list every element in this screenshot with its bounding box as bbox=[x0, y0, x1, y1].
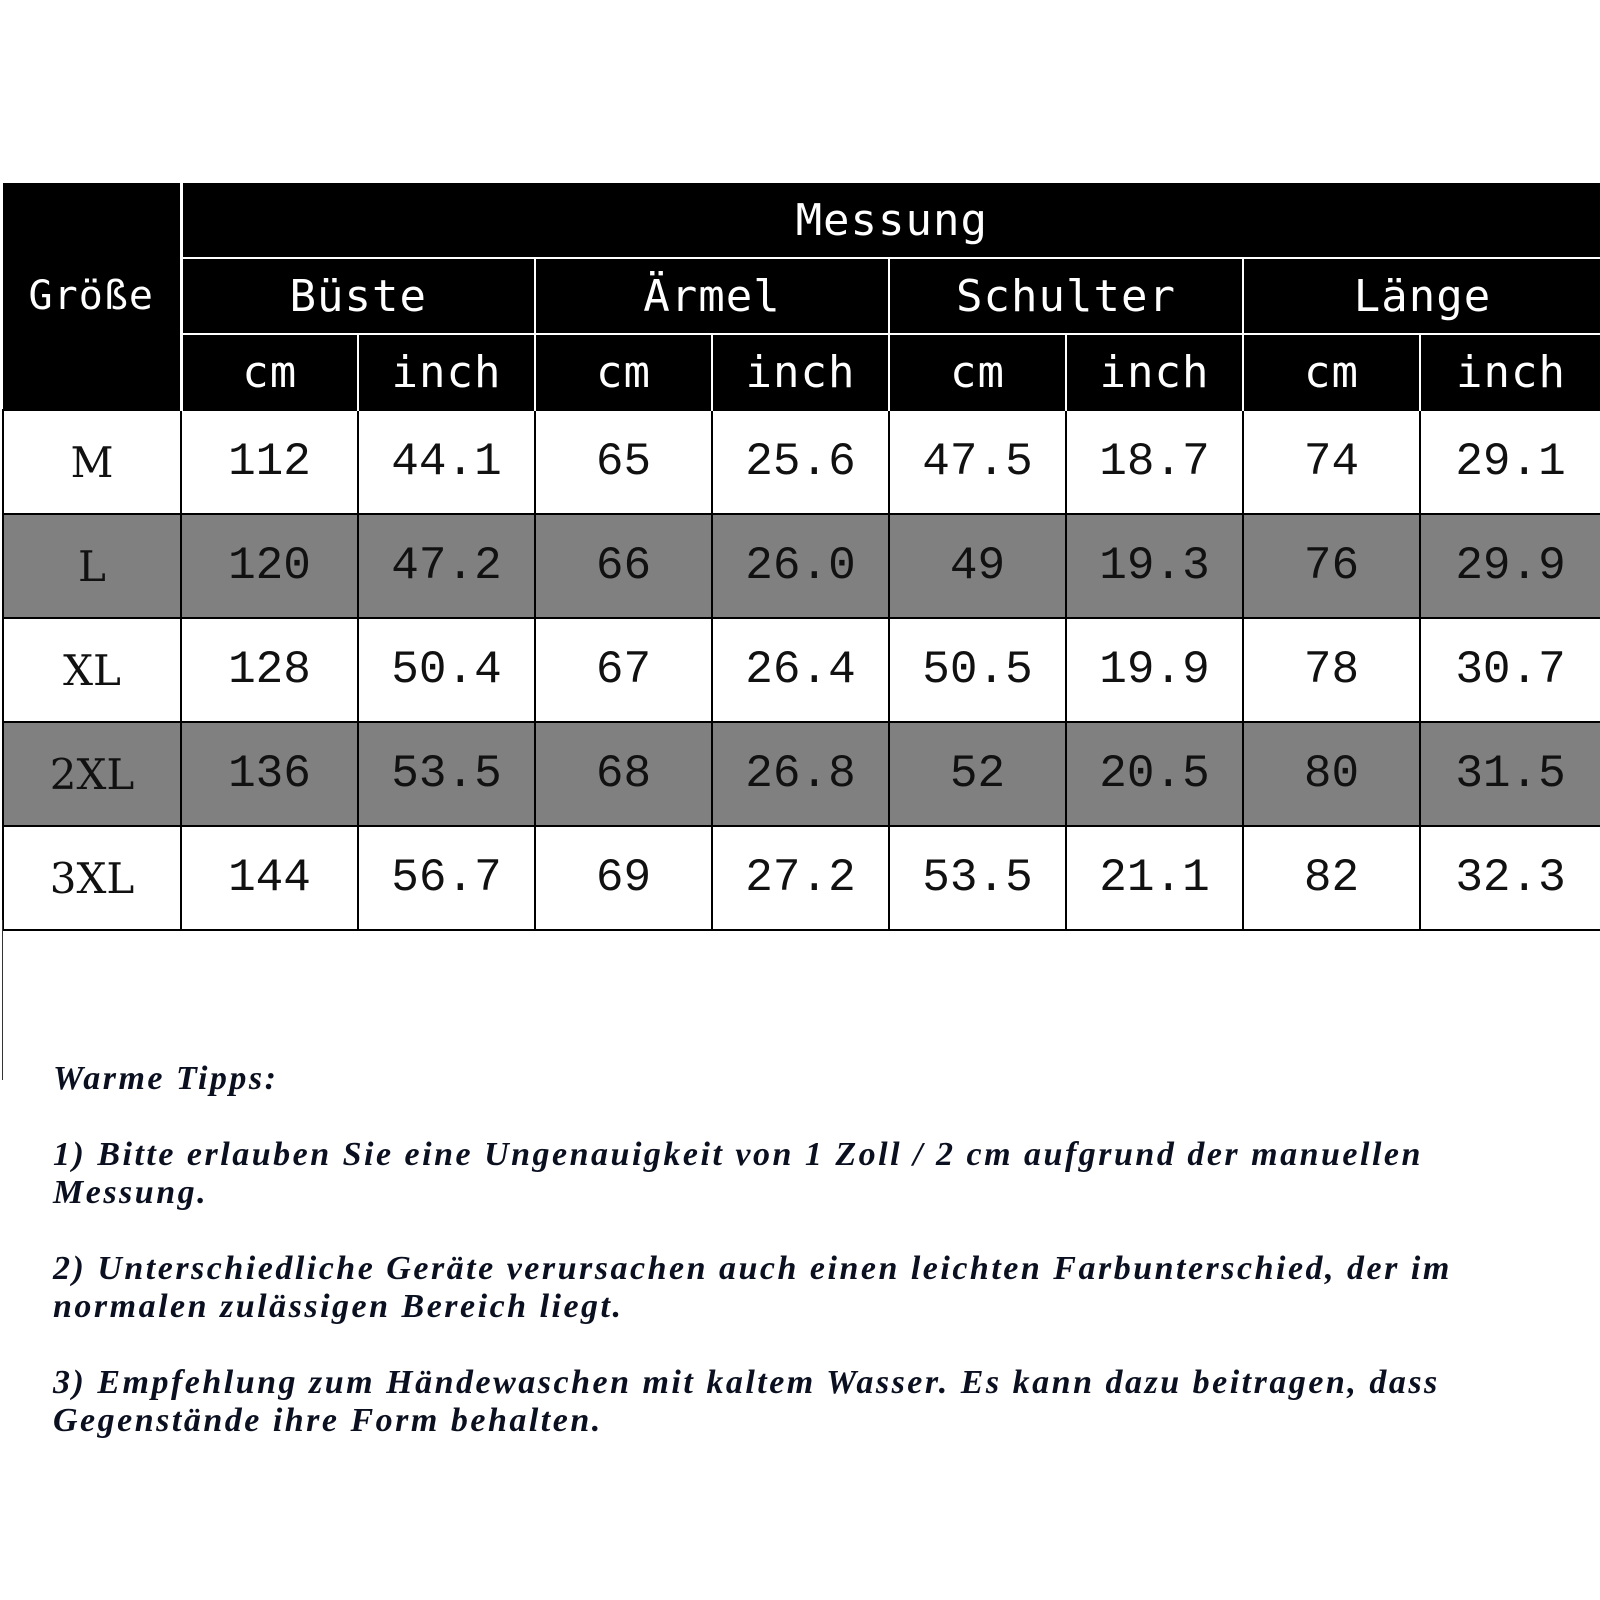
bust-inch-cell: 47.2 bbox=[358, 514, 535, 618]
length-cm-cell: 74 bbox=[1243, 410, 1420, 514]
sleeve-cm-cell: 67 bbox=[535, 618, 712, 722]
shoulder-inch-cell: 21.1 bbox=[1066, 826, 1243, 930]
sleeve-inch-cell: 25.6 bbox=[712, 410, 889, 514]
table-row bbox=[3, 826, 1600, 930]
sleeve-cm-cell: 68 bbox=[535, 722, 712, 826]
table-row bbox=[3, 410, 1600, 514]
unit-header-cm: cm bbox=[535, 334, 712, 410]
length-inch-cell: 29.9 bbox=[1420, 514, 1600, 618]
bust-inch-cell: 53.5 bbox=[358, 722, 535, 826]
shoulder-cm-cell: 50.5 bbox=[889, 618, 1066, 722]
length-inch-cell: 31.5 bbox=[1420, 722, 1600, 826]
sleeve-inch-cell: 26.0 bbox=[712, 514, 889, 618]
shoulder-inch-cell: 19.9 bbox=[1066, 618, 1243, 722]
group-header-bust: Büste bbox=[181, 258, 535, 334]
bust-cm-cell: 144 bbox=[181, 826, 358, 930]
shoulder-inch-cell: 19.3 bbox=[1066, 514, 1243, 618]
length-inch-cell: 30.7 bbox=[1420, 618, 1600, 722]
shoulder-inch-cell: 20.5 bbox=[1066, 722, 1243, 826]
divider-line bbox=[2, 920, 3, 1080]
shoulder-cm-cell: 52 bbox=[889, 722, 1066, 826]
size-cell: 2XL bbox=[3, 722, 181, 826]
length-cm-cell: 82 bbox=[1243, 826, 1420, 930]
size-chart-table bbox=[2, 183, 1600, 931]
tips-title: Warme Tipps: bbox=[53, 1060, 279, 1097]
sleeve-inch-cell: 26.4 bbox=[712, 618, 889, 722]
unit-header-cm: cm bbox=[889, 334, 1066, 410]
size-cell: M bbox=[3, 410, 181, 514]
sleeve-inch-cell: 26.8 bbox=[712, 722, 889, 826]
sleeve-inch-cell: 27.2 bbox=[712, 826, 889, 930]
unit-header-inch: inch bbox=[358, 334, 535, 410]
measurement-header: Messung bbox=[181, 183, 1600, 258]
table-row bbox=[3, 722, 1600, 826]
unit-header-inch: inch bbox=[1066, 334, 1243, 410]
shoulder-inch-cell: 18.7 bbox=[1066, 410, 1243, 514]
size-cell: 3XL bbox=[3, 826, 181, 930]
tip-item: 2) Unterschiedliche Geräte verursachen auch einen leichten Farbunterschied, der im normalen zulässigen Bereich liegt. bbox=[53, 1250, 1452, 1325]
size-header: Größe bbox=[3, 183, 181, 410]
unit-header-cm: cm bbox=[1243, 334, 1420, 410]
unit-header-cm: cm bbox=[181, 334, 358, 410]
sleeve-cm-cell: 66 bbox=[535, 514, 712, 618]
bust-inch-cell: 56.7 bbox=[358, 826, 535, 930]
shoulder-cm-cell: 53.5 bbox=[889, 826, 1066, 930]
bust-inch-cell: 44.1 bbox=[358, 410, 535, 514]
length-cm-cell: 80 bbox=[1243, 722, 1420, 826]
table-row bbox=[3, 514, 1600, 618]
bust-cm-cell: 128 bbox=[181, 618, 358, 722]
bust-cm-cell: 120 bbox=[181, 514, 358, 618]
length-inch-cell: 32.3 bbox=[1420, 826, 1600, 930]
sleeve-cm-cell: 65 bbox=[535, 410, 712, 514]
group-header-length: Länge bbox=[1243, 258, 1600, 334]
shoulder-cm-cell: 47.5 bbox=[889, 410, 1066, 514]
bust-cm-cell: 112 bbox=[181, 410, 358, 514]
sleeve-cm-cell: 69 bbox=[535, 826, 712, 930]
group-header-sleeve: Ärmel bbox=[535, 258, 889, 334]
tip-item: 1) Bitte erlauben Sie eine Ungenauigkeit von 1 Zoll / 2 cm aufgrund der manuellen Messung. bbox=[53, 1136, 1423, 1211]
size-cell: L bbox=[3, 514, 181, 618]
length-cm-cell: 78 bbox=[1243, 618, 1420, 722]
size-cell: XL bbox=[3, 618, 181, 722]
table-row bbox=[3, 618, 1600, 722]
group-header-shoulder: Schulter bbox=[889, 258, 1243, 334]
length-cm-cell: 76 bbox=[1243, 514, 1420, 618]
unit-header-inch: inch bbox=[1420, 334, 1600, 410]
unit-header-inch: inch bbox=[712, 334, 889, 410]
length-inch-cell: 29.1 bbox=[1420, 410, 1600, 514]
tip-item: 3) Empfehlung zum Händewaschen mit kaltem Wasser. Es kann dazu beitragen, dass Gegenstände ihre Form behalten. bbox=[53, 1364, 1440, 1439]
tips-section bbox=[53, 1060, 1573, 1478]
bust-cm-cell: 136 bbox=[181, 722, 358, 826]
bust-inch-cell: 50.4 bbox=[358, 618, 535, 722]
shoulder-cm-cell: 49 bbox=[889, 514, 1066, 618]
